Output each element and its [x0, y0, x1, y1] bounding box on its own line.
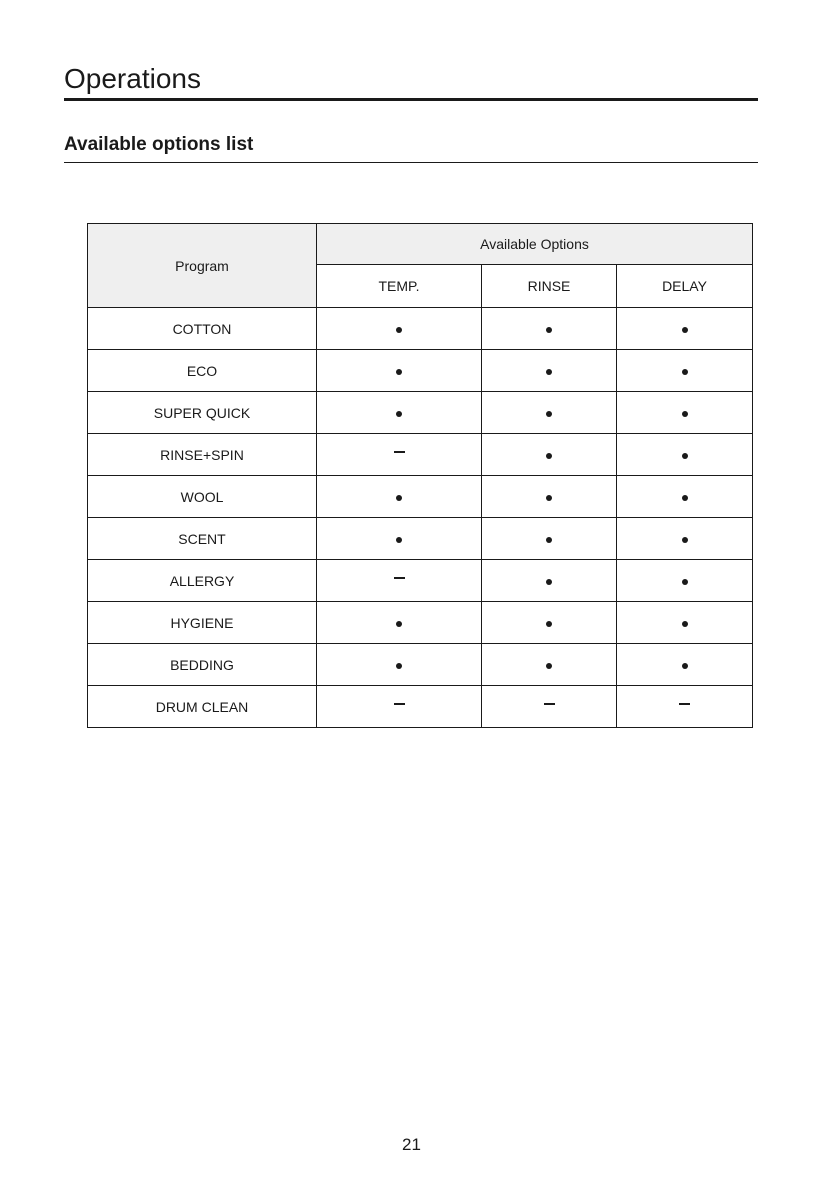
- available-dot-icon: [682, 411, 688, 417]
- rinse-cell: [482, 644, 617, 686]
- rinse-cell: [482, 434, 617, 476]
- delay-cell: [617, 350, 753, 392]
- available-dot-icon: [396, 621, 402, 627]
- rinse-cell: [482, 476, 617, 518]
- rinse-cell: [482, 392, 617, 434]
- available-dot-icon: [396, 495, 402, 501]
- available-dot-icon: [682, 327, 688, 333]
- program-header: Program: [88, 224, 317, 308]
- program-name: SCENT: [88, 518, 317, 560]
- available-dot-icon: [546, 537, 552, 543]
- table-row: [88, 644, 753, 686]
- table-row: [88, 392, 753, 434]
- available-dot-icon: [546, 453, 552, 459]
- delay-cell: [617, 476, 753, 518]
- table-row: [88, 350, 753, 392]
- available-dot-icon: [546, 579, 552, 585]
- unavailable-dash-icon: [394, 451, 405, 453]
- program-name: COTTON: [88, 308, 317, 350]
- temp-cell: [317, 476, 482, 518]
- table-row: [88, 308, 753, 350]
- delay-cell: [617, 644, 753, 686]
- rinse-header: RINSE: [482, 265, 617, 308]
- delay-cell: [617, 686, 753, 728]
- delay-cell: [617, 308, 753, 350]
- table-row: [88, 476, 753, 518]
- delay-cell: [617, 434, 753, 476]
- available-dot-icon: [682, 579, 688, 585]
- subtitle-divider: [64, 162, 758, 163]
- available-dot-icon: [682, 369, 688, 375]
- program-name: HYGIENE: [88, 602, 317, 644]
- unavailable-dash-icon: [544, 703, 555, 705]
- available-dot-icon: [546, 621, 552, 627]
- page-title: Operations: [64, 63, 201, 94]
- delay-cell: [617, 560, 753, 602]
- unavailable-dash-icon: [394, 577, 405, 579]
- unavailable-dash-icon: [679, 703, 690, 705]
- available-dot-icon: [682, 453, 688, 459]
- available-dot-icon: [396, 327, 402, 333]
- table-row: [88, 434, 753, 476]
- title-divider: [64, 98, 758, 101]
- delay-header: DELAY: [617, 265, 753, 308]
- available-dot-icon: [682, 621, 688, 627]
- temp-cell: [317, 518, 482, 560]
- program-name: ALLERGY: [88, 560, 317, 602]
- temp-cell: [317, 644, 482, 686]
- available-dot-icon: [396, 411, 402, 417]
- delay-cell: [617, 392, 753, 434]
- available-dot-icon: [682, 495, 688, 501]
- table-row: [88, 560, 753, 602]
- program-name: RINSE+SPIN: [88, 434, 317, 476]
- available-dot-icon: [546, 327, 552, 333]
- options-table: [87, 223, 753, 728]
- available-dot-icon: [682, 537, 688, 543]
- temp-cell: [317, 308, 482, 350]
- program-name: ECO: [88, 350, 317, 392]
- program-name: WOOL: [88, 476, 317, 518]
- program-name: BEDDING: [88, 644, 317, 686]
- rinse-cell: [482, 350, 617, 392]
- temp-cell: [317, 686, 482, 728]
- available-options-header: Available Options: [317, 224, 753, 265]
- delay-cell: [617, 518, 753, 560]
- rinse-cell: [482, 560, 617, 602]
- available-dot-icon: [546, 495, 552, 501]
- available-dot-icon: [546, 663, 552, 669]
- temp-cell: [317, 392, 482, 434]
- section-subtitle: Available options list: [64, 134, 254, 155]
- rinse-cell: [482, 308, 617, 350]
- rinse-cell: [482, 686, 617, 728]
- table-row: [88, 518, 753, 560]
- available-dot-icon: [682, 663, 688, 669]
- table-row: [88, 602, 753, 644]
- available-dot-icon: [396, 663, 402, 669]
- available-dot-icon: [546, 411, 552, 417]
- available-dot-icon: [396, 537, 402, 543]
- rinse-cell: [482, 602, 617, 644]
- delay-cell: [617, 602, 753, 644]
- program-name: SUPER QUICK: [88, 392, 317, 434]
- temp-cell: [317, 602, 482, 644]
- available-dot-icon: [396, 369, 402, 375]
- temp-cell: [317, 434, 482, 476]
- temp-cell: [317, 350, 482, 392]
- temp-cell: [317, 560, 482, 602]
- available-dot-icon: [546, 369, 552, 375]
- program-name: DRUM CLEAN: [88, 686, 317, 728]
- table-row: [88, 686, 753, 728]
- temp-header: TEMP.: [317, 265, 482, 308]
- rinse-cell: [482, 518, 617, 560]
- page-number: 21: [402, 1135, 421, 1154]
- unavailable-dash-icon: [394, 703, 405, 705]
